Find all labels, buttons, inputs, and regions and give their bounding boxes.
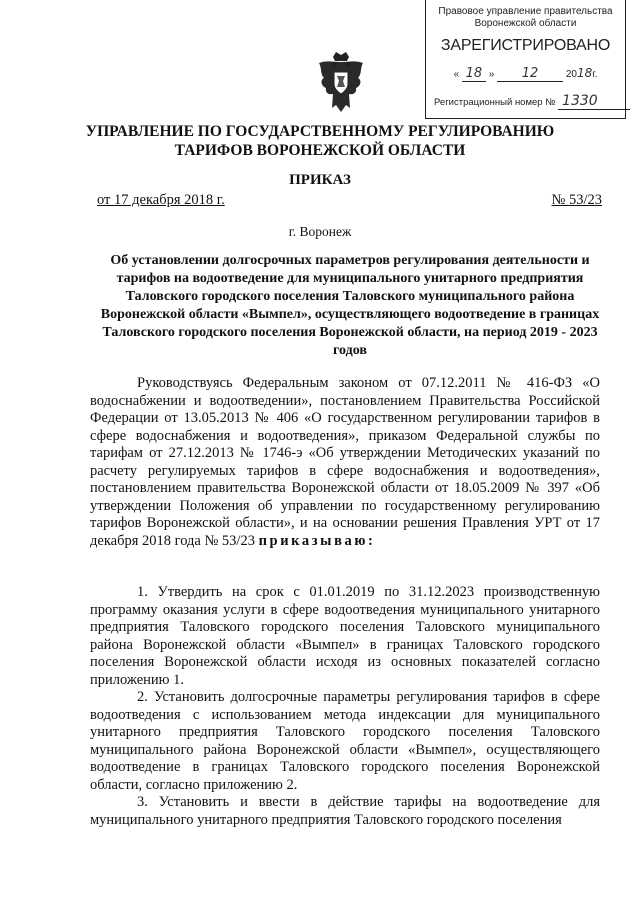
order-number: № 53/23 <box>551 192 602 208</box>
stamp-reg-value: 1330 <box>558 93 630 110</box>
stamp-year: 18 <box>576 66 593 80</box>
order-items <box>90 584 600 829</box>
order-city: г. Воронеж <box>288 224 352 239</box>
preamble-paragraph <box>90 375 600 550</box>
stamp-quote-open: « <box>453 69 460 80</box>
stamp-reg-label: Регистрационный номер № <box>434 97 556 108</box>
order-item-1: 1. Утвердить на срок с 01.01.2019 по 31.12.2023 производственную программу оказания услуги в сфере водоотведения муниципального унитарного предприятия Таловского городского поселения Таловского муниципального района Воронежской области «Вымпел» в границах Таловского городского поселения Воронежской области исходя из основных показателей согласно приложению 1. <box>90 584 600 688</box>
stamp-date-day: 18 <box>462 66 486 82</box>
order-subject: Об установлении долгосрочных параметров регулирования деятельности и тарифов на водоотведение для муниципального унитарного предприятия Таловского городского поселения Таловского муниципального района Воронежской области «Вымпел», осуществляющего водоотведение в границах Таловского городского поселения Воронежской области, на период 2019 - 2023 годов <box>100 253 600 358</box>
order-item-3: 3. Установить и ввести в действие тарифы на водоотведение для муниципального унитарного предприятия Таловского городского поселения <box>90 794 600 828</box>
header-line1: УПРАВЛЕНИЕ ПО ГОСУДАРСТВЕННОМУ РЕГУЛИРОВАНИЮ <box>85 123 555 140</box>
stamp-date <box>426 66 625 82</box>
stamp-registered: ЗАРЕГИСТРИРОВАНО <box>440 37 611 54</box>
registration-stamp <box>425 0 626 119</box>
header-line2: ТАРИФОВ ВОРОНЕЖСКОЙ ОБЛАСТИ <box>174 142 466 159</box>
order-date: от 17 декабря 2018 г. <box>97 192 225 208</box>
stamp-year-prefix: 20 <box>565 69 577 80</box>
preamble-text: Руководствуясь Федеральным законом от 07.12.2011 № 416-ФЗ «О водоснабжении и водоотведении», постановлением Правительства Российской Федерации от 13.05.2013 № 406 «О государственном регулировании тарифов в сфере водоснабжения и водоотведения», приказом Федеральной службы по тарифам от 27.12.2013 № 1746-э «Об утверждении Методических указаний по расчету регулируемых тарифов в сфере водоснабжения и водоотведения», постановлением правительства Воронежской области от 18.05.2009 № 397 «Об утверждении Положения об управлении по государственному регулированию тарифов Воронежской области», и на основании решения Правления УРТ от 17 декабря 2018 года № 53/23 <box>90 375 600 549</box>
preamble-keyword: приказываю: <box>258 532 376 549</box>
stamp-quote-close: » <box>488 69 495 80</box>
coat-of-arms-emblem <box>314 50 368 116</box>
order-title: ПРИКАЗ <box>289 172 351 188</box>
stamp-date-suffix: г. <box>592 69 598 80</box>
stamp-org-line2: Воронежской области <box>474 18 577 29</box>
stamp-reg-number <box>434 93 633 110</box>
stamp-date-month: 12 <box>497 66 563 82</box>
stamp-org-line1: Правовое управление правительства <box>438 6 613 17</box>
order-item-2: 2. Установить долгосрочные параметры регулирования тарифов в сфере водоотведения с использованием метода индексации для муниципального унитарного предприятия Таловского городского поселения Таловского муниципального района Воронежской области «Вымпел», осуществляющего водоотведение в границах Таловского городского поселения Воронежской области, согласно приложению 2. <box>90 689 600 793</box>
